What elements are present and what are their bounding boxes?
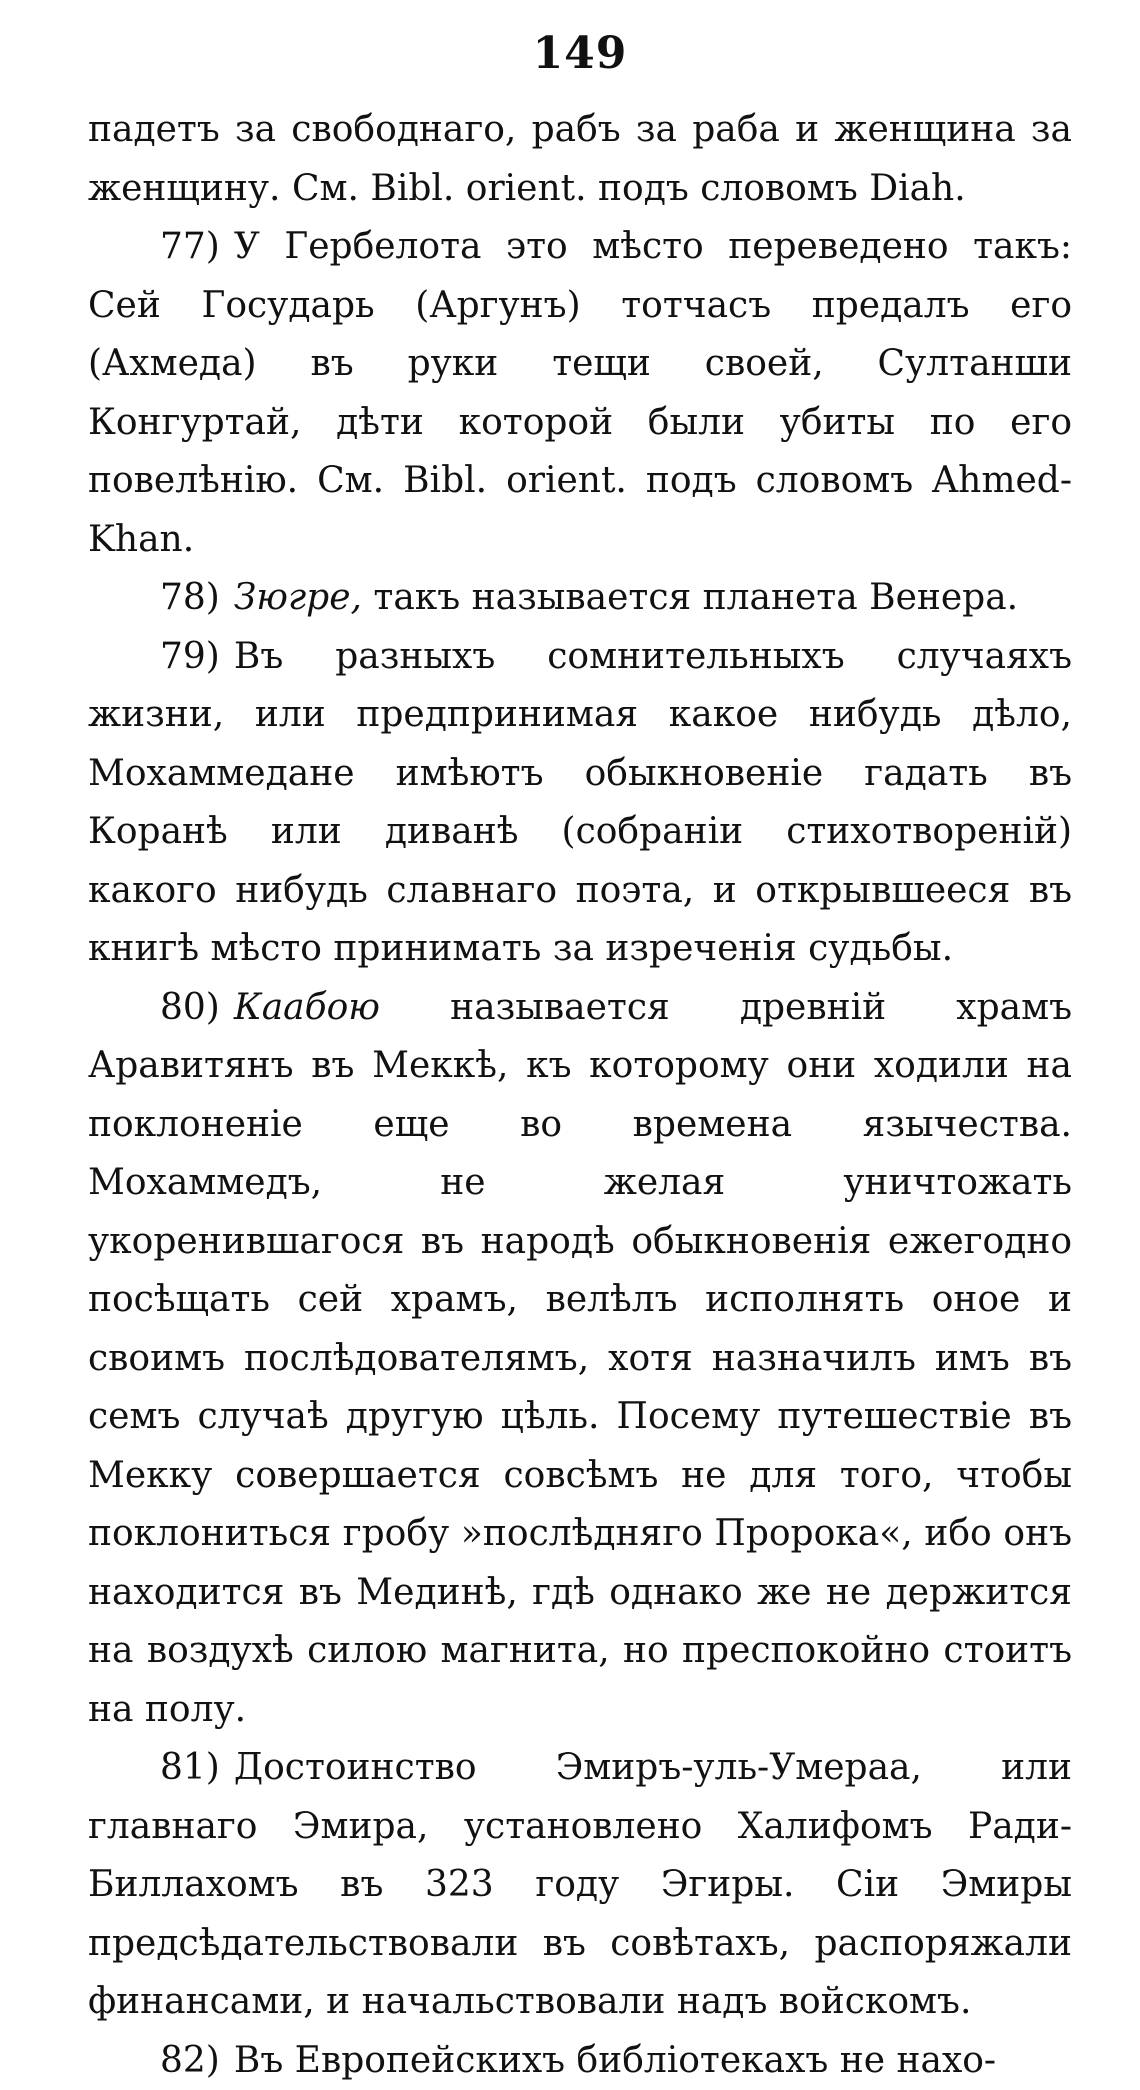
note-number: 77) — [160, 226, 220, 267]
continuation-paragraph: падетъ за свободнаго, рабъ за раба и женщина за женщину. См. Bibl. orient. подъ словомъ Diah. — [88, 101, 1072, 218]
note-number: 79) — [160, 636, 220, 677]
page-number: 149 — [88, 28, 1072, 79]
note-lead-term: Каабою — [234, 987, 380, 1028]
page — [88, 28, 1072, 2090]
note-text: У Гербелота это мѣсто переведено такъ: Сей Государь (Аргунъ) тотчасъ предалъ его (Ахмеда) въ руки тещи своей, Султанши Конгуртай, дѣти которой были убиты по его повелѣнію. См. Bibl. orient. подъ словомъ Ahmed-Khan. — [88, 226, 1072, 560]
note-81 — [88, 1739, 1072, 2032]
note-number: 78) — [160, 577, 220, 618]
note-78 — [88, 569, 1072, 628]
note-lead-term: Зюгре, — [234, 577, 362, 618]
note-text: Достоинство Эмиръ-уль-Умераа, или главнаго Эмира, установлено Халифомъ Ради-Биллахомъ въ 323 году Эгиры. Сіи Эмиры предсѣдательствовали въ совѣтахъ, распоряжали финансами, и начальствовали надъ войскомъ. — [88, 1747, 1072, 2022]
note-82 — [88, 2032, 1072, 2090]
note-number: 80) — [160, 987, 220, 1028]
note-79 — [88, 628, 1072, 979]
note-text: Въ разныхъ сомнительныхъ случаяхъ жизни, или предпринимая какое нибудь дѣло, Мохаммедане имѣютъ обыкновеніе гадать въ Коранѣ или диванѣ (собраніи стихотвореній) какого нибудь славнаго поэта, и открывшееся въ книгѣ мѣсто принимать за изреченія судьбы. — [88, 636, 1072, 970]
note-number: 81) — [160, 1747, 220, 1788]
note-77 — [88, 218, 1072, 569]
note-text: называется древній храмъ Аравитянъ въ Меккѣ, къ которому они ходили на поклоненіе еще во времена язычества. Мохаммедъ, не желая уничтожать укоренившагося въ народѣ обыкновенія ежегодно посѣщать сей храмъ, велѣлъ исполнять оное и своимъ послѣдователямъ, хотя назначилъ имъ въ семъ случаѣ другую цѣль. Посему путешествіе въ Мекку совершается совсѣмъ не для того, чтобы поклониться гробу »послѣдняго Пророка«, ибо онъ находится въ Мединѣ, гдѣ однако же не держится на воздухѣ силою магнита, но преспокойно стоитъ на полу. — [88, 987, 1072, 1730]
note-number: 82) — [160, 2040, 220, 2081]
note-80 — [88, 979, 1072, 1740]
note-text: Въ Европейскихъ библіотекахъ не нахо- — [234, 2040, 996, 2081]
note-text: такъ называется планета Венера. — [373, 577, 1018, 618]
